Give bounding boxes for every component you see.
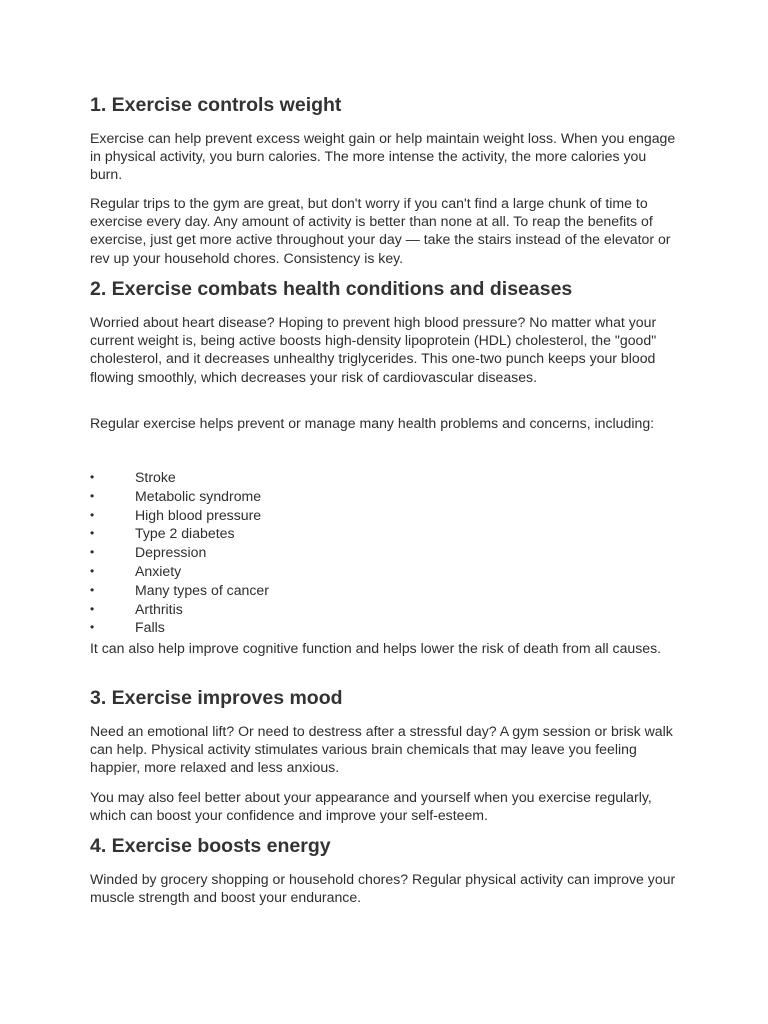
list-item-label: Metabolic syndrome — [135, 487, 262, 504]
section-2-closing-paragraph: It can also help improve cognitive function and helps lower the risk of death from all causes. — [90, 640, 662, 656]
bullet-icon: • — [90, 563, 95, 578]
list-item-label: Arthritis — [135, 600, 183, 617]
bullet-icon: • — [90, 488, 95, 503]
bullet-icon: • — [90, 526, 95, 541]
section-4-heading: 4. Exercise boosts energy — [90, 835, 331, 857]
list-item-label: Type 2 diabetes — [135, 525, 235, 542]
section-1-paragraph-2: Regular trips to the gym are great, but don't worry if you can't find a large chunk of time to exercise every day. Any amount of activity is better than none at all. To reap the benefits of exercise, just get more active throughout your day — take the stairs instead of the elevator or rev up your household chores. Consistency is key. — [90, 195, 671, 266]
section-3-paragraph-2: You may also feel better about your appearance and yourself when you exercise regularly, which can boost your confidence and improve your self-esteem. — [90, 789, 652, 824]
section-3-paragraph-1: Need an emotional lift? Or need to destress after a stressful day? A gym session or brisk walk can help. Physical activity stimulates various brain chemicals that may leave you feeling happier, more relaxed and less anxious. — [90, 723, 673, 776]
list-item-label: Anxiety — [135, 562, 182, 579]
section-4-paragraph-1: Winded by grocery shopping or household chores? Regular physical activity can improve your muscle strength and boost your endurance. — [90, 871, 676, 906]
section-1-heading: 1. Exercise controls weight — [90, 94, 342, 116]
bullet-icon: • — [90, 545, 95, 560]
list-item-label: Many types of cancer — [135, 581, 269, 598]
section-3-heading: 3. Exercise improves mood — [90, 687, 343, 709]
bullet-icon: • — [90, 470, 95, 484]
section-2-heading: 2. Exercise combats health conditions and diseases — [90, 278, 573, 300]
list-item-label: High blood pressure — [135, 506, 262, 523]
bullet-icon: • — [90, 601, 95, 616]
list-item-label: Depression — [135, 544, 207, 561]
section-1-paragraph-1: Exercise can help prevent excess weight gain or help maintain weight loss. When you engage in physical activity, you burn calories. The more intense the activity, the more calories you burn. — [90, 130, 676, 183]
bullet-icon: • — [90, 620, 95, 635]
bullet-icon: • — [90, 507, 95, 522]
list-item-label: Stroke — [135, 469, 176, 485]
section-2-paragraph-2: Regular exercise helps prevent or manage many health problems and concerns, including: — [90, 415, 655, 431]
list-item-label: Falls — [135, 619, 165, 636]
bullet-icon: • — [90, 582, 95, 597]
section-2-paragraph-1: Worried about heart disease? Hoping to prevent high blood pressure? No matter what your current weight is, being active boosts high-density lipoprotein (HDL) cholesterol, the "good" cholesterol, and it decreases unhealthy triglycerides. This one-two punch keeps your blood flowing smoothly, which decreases your risk of cardiovascular diseases. — [90, 314, 657, 385]
